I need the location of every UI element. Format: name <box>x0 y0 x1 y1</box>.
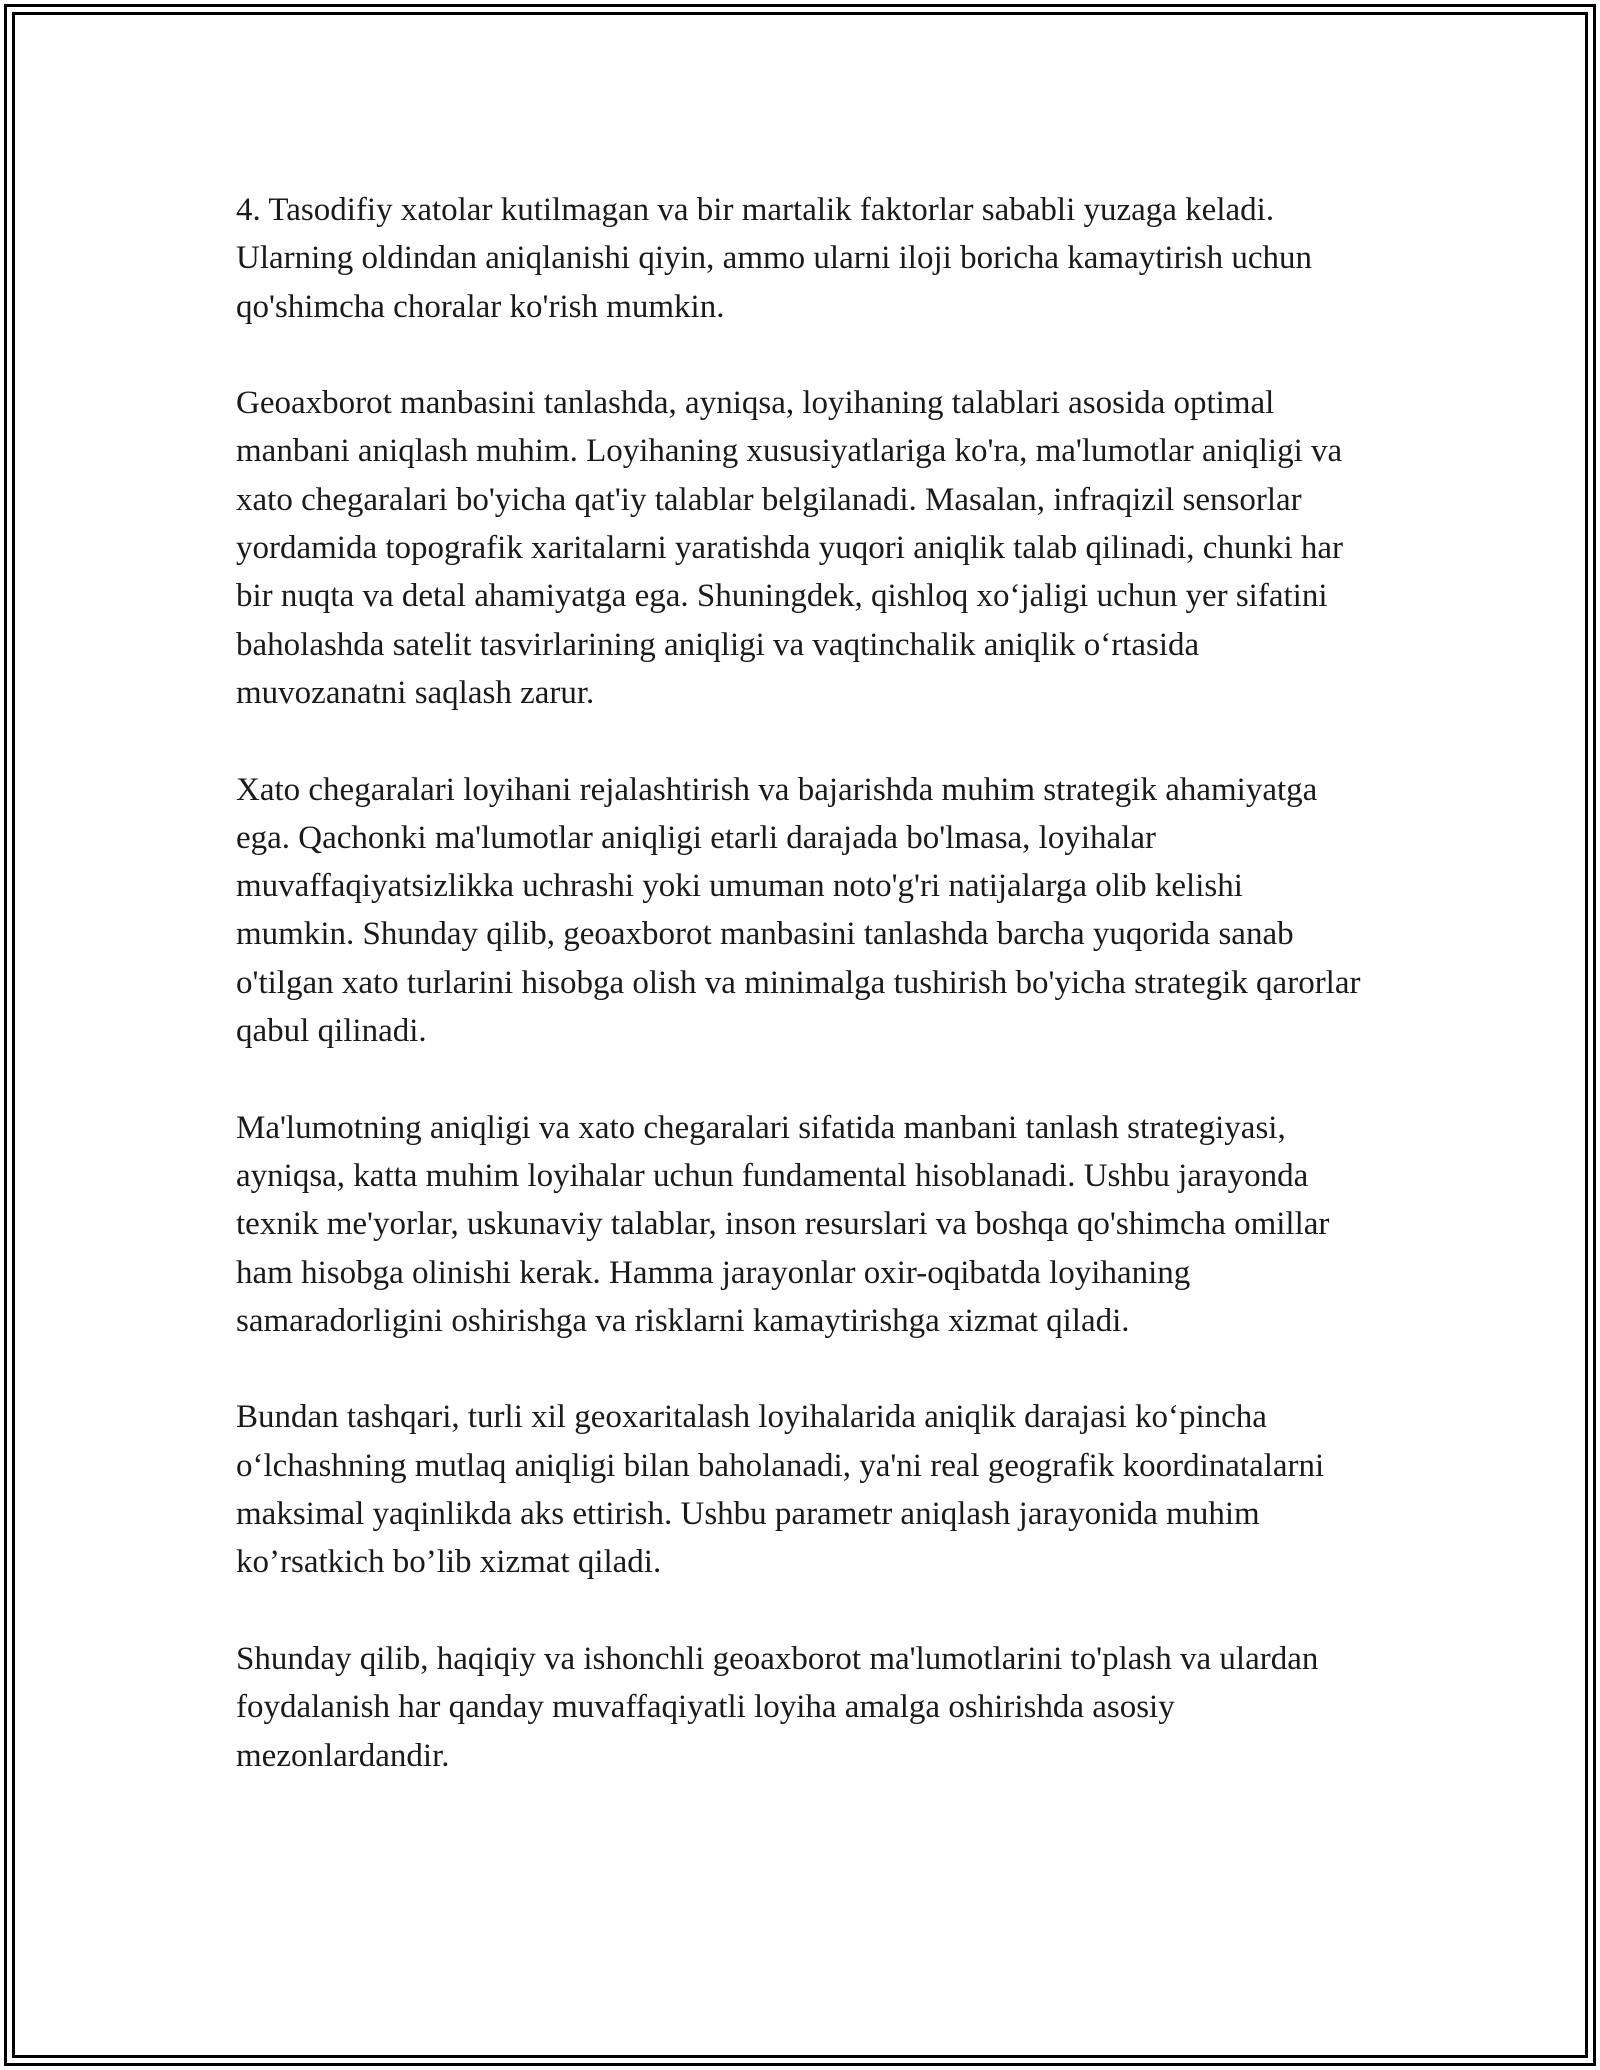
paragraph-4: Ma'lumotning aniqligi va xato chegaralari sifatida manbani tanlash strategiyasi, ayniqsa, katta muhim loyihalar uchun fundamental hisoblanadi. Ushbu jarayonda texnik me'yorlar, uskunaviy talablar, inson resurslari va boshqa qo'shimcha omillar ham hisobga olinishi kerak. Hamma jarayonlar oxir-oqibatda loyihaning samaradorligini oshirishga va risklarni kamaytirishga xizmat qiladi. <box>236 1109 1330 1339</box>
document-body <box>236 186 1366 1780</box>
paragraph-5: Bundan tashqari, turli xil geoxaritalash loyihalarida aniqlik darajasi ko‘pincha o‘lchashning mutlaq aniqligi bilan baholanadi, ya'ni real geografik koordinatalarni maksimal yaqinlikda aks ettirish. Ushbu parametr aniqlash jarayonida muhim ko’rsatkich bo’lib xizmat qiladi. <box>236 1399 1325 1581</box>
paragraph-2: Geoaxborot manbasini tanlashda, ayniqsa, loyihaning talablari asosida optimal manbani aniqlash muhim. Loyihaning xususiyatlariga ko'ra, ma'lumotlar aniqligi va xato chegaralari bo'yicha qat'iy talablar belgilanadi. Masalan, infraqizil sensorlar yordamida topografik xaritalarni yaratishda yuqori aniqlik talab qilinadi, chunki har bir nuqta va detal ahamiyatga ega. Shuningdek, qishloq xo‘jaligi uchun yer sifatini baholashda satelit tasvirlarining aniqligi va vaqtinchalik aniqlik o‘rtasida muvozanatni saqlash zarur. <box>236 385 1343 711</box>
paragraph-6: Shunday qilib, haqiqiy va ishonchli geoaxborot ma'lumotlarini to'plash va ulardan foydalanish har qanday muvaffaqiyatli loyiha amalga oshirishda asosiy mezonlardandir. <box>236 1640 1319 1774</box>
paragraph-3: Xato chegaralari loyihani rejalashtirish va bajarishda muhim strategik ahamiyatga ega. Qachonki ma'lumotlar aniqligi etarli darajada bo'lmasa, loyihalar muvaffaqiyatsizlikka uchrashi yoki umuman noto'g'ri natijalarga olib kelishi mumkin. Shunday qilib, geoaxborot manbasini tanlashda barcha yuqorida sanab o'tilgan xato turlarini hisobga olish va minimalga tushirish bo'yicha strategik qarorlar qabul qilinadi. <box>236 771 1361 1050</box>
paragraph-1: 4. Tasodifiy xatolar kutilmagan va bir martalik faktorlar sababli yuzaga keladi. Ularning oldindan aniqlanishi qiyin, ammo ularni iloji boricha kamaytirish uchun qo'shimcha choralar ko'rish mumkin. <box>236 192 1312 325</box>
